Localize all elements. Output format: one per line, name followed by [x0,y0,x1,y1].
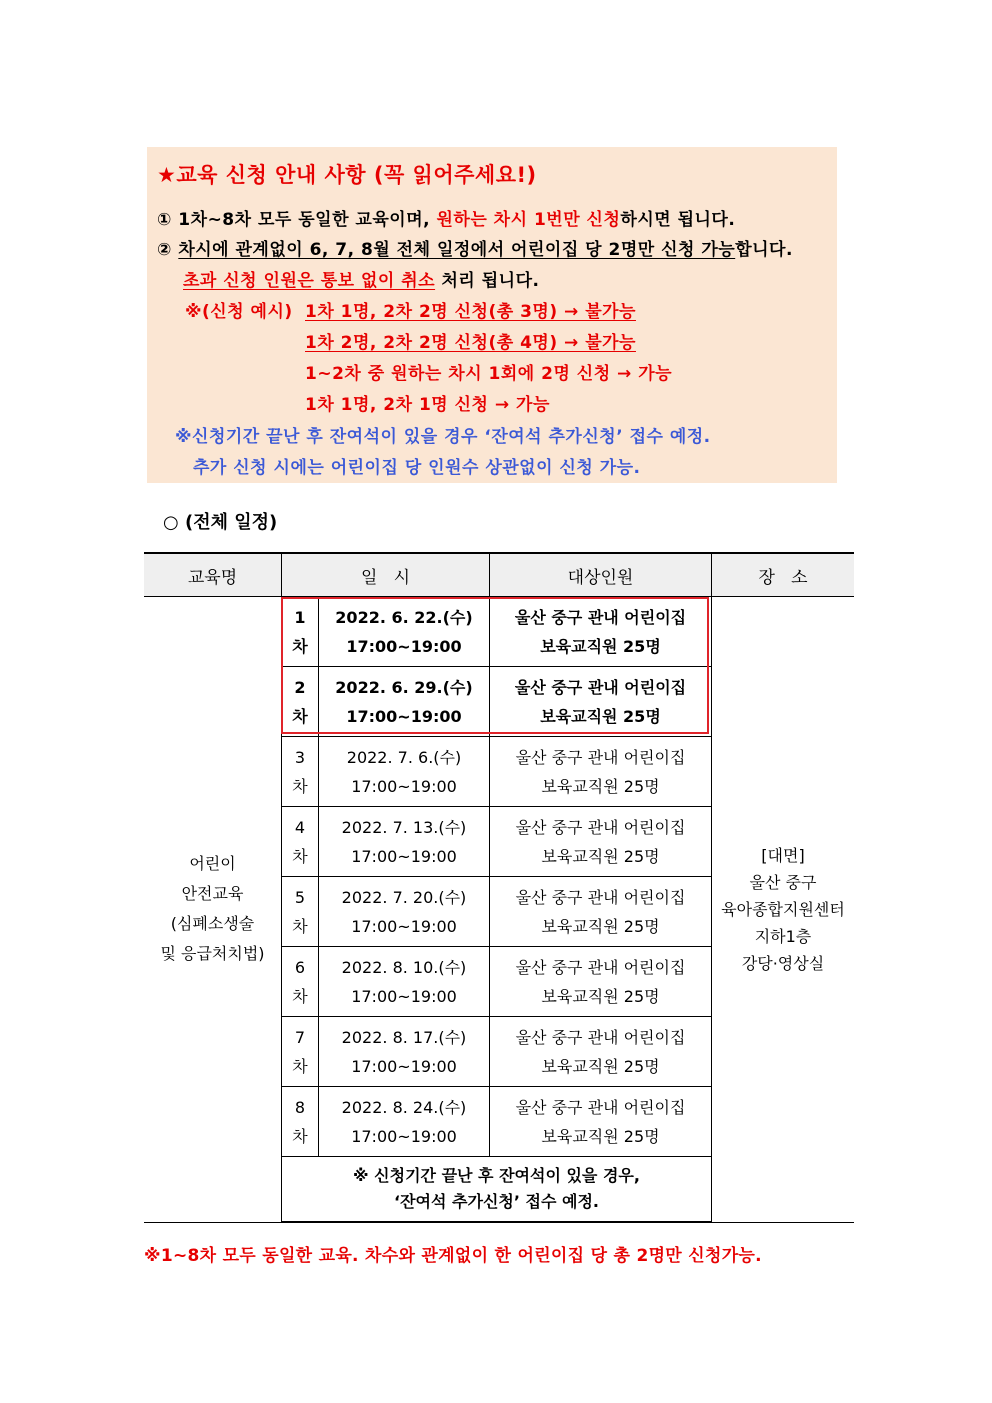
notice-line-3-a: 초과 신청 인원은 통보 없이 취소 [183,271,436,291]
place-line: 지하1층 [754,926,812,946]
session-number: 8 차 [282,1087,319,1157]
place-line: 울산 중구 [749,872,817,892]
example-3: 1~2차 중 원하는 차시 1회에 2명 신청 → 가능 [305,364,673,384]
place-line: [대면] [761,845,805,865]
example-1: 1차 1명, 2차 2명 신청(총 3명) → 불가능 [305,302,636,322]
session-target: 울산 중구 관내 어린이집 보육교직원 25명 [490,737,712,807]
course-name-line: 어린이 [189,854,236,874]
notice-box [147,147,837,483]
session-datetime: 2022. 7. 20.(수) 17:00~19:00 [319,877,490,947]
session-datetime: 2022. 7. 13.(수) 17:00~19:00 [319,807,490,877]
session-number: 7 차 [282,1017,319,1087]
session-datetime: 2022. 8. 24.(수) 17:00~19:00 [319,1087,490,1157]
course-name-line: 및 응급처치법) [160,944,265,964]
session-number: 5 차 [282,877,319,947]
example-2: 1차 2명, 2차 2명 신청(총 4명) → 불가능 [305,333,636,353]
session-datetime: 2022. 6. 22.(수) 17:00~19:00 [319,597,490,667]
place-cell [712,597,855,1223]
notice-line-1-b: 원하는 차시 1번만 신청 [436,210,621,230]
course-name-line: 안전교육 [181,884,244,904]
course-name-line: (심폐소생술 [170,914,255,934]
session-target: 울산 중구 관내 어린이집 보육교직원 25명 [490,667,712,737]
extra-note-2: 추가 신청 시에는 어린이집 당 인원수 상관없이 신청 가능. [193,458,641,478]
notice-line-1-a: ① 1차~8차 모두 동일한 교육이며, [157,210,437,230]
session-number: 2 차 [282,667,319,737]
header-course: 교육명 [144,553,282,597]
table-footnote-line-1: ※ 신청기간 끝난 후 잔여석이 있을 경우, [353,1166,640,1185]
notice-line-3 [183,266,539,291]
session-target: 울산 중구 관내 어린이집 보육교직원 25명 [490,1087,712,1157]
course-name-cell [144,597,282,1223]
notice-title: ★교육 신청 안내 사항 (꼭 읽어주세요!) [157,163,537,187]
header-place: 장 소 [712,553,855,597]
session-target: 울산 중구 관내 어린이집 보육교직원 25명 [490,877,712,947]
session-number: 6 차 [282,947,319,1017]
notice-line-1-c: 하시면 됩니다. [620,210,736,230]
example-label: ※(신청 예시) [185,302,293,322]
section-title: ○ (전체 일정) [163,512,278,533]
table-row [144,597,854,667]
session-number: 1 차 [282,597,319,667]
place-line: 강당·영상실 [741,953,825,973]
extra-note-1: ※신청기간 끝난 후 잔여석이 있을 경우 ‘잔여석 추가신청’ 접수 예정. [175,427,711,447]
notice-line-3-b: 처리 됩니다. [435,271,540,291]
notice-line-2-c: 합니다. [735,240,793,260]
session-target: 울산 중구 관내 어린이집 보육교직원 25명 [490,1017,712,1087]
header-target: 대상인원 [490,553,712,597]
example-4: 1차 1명, 2차 1명 신청 → 가능 [305,395,550,415]
session-datetime: 2022. 8. 17.(수) 17:00~19:00 [319,1017,490,1087]
notice-line-1 [157,205,735,230]
notice-line-2-a: ② [157,240,179,260]
session-target: 울산 중구 관내 어린이집 보육교직원 25명 [490,947,712,1017]
bottom-note: ※1~8차 모두 동일한 교육. 차수와 관계없이 한 어린이집 당 총 2명만 신청가능. [144,1246,762,1266]
session-number: 4 차 [282,807,319,877]
header-datetime: 일 시 [282,553,490,597]
table-header-row [144,553,854,597]
place-line: 육아종합지원센터 [721,899,845,919]
schedule-table [144,552,854,1223]
session-number: 3 차 [282,737,319,807]
notice-line-2-b: 차시에 관계없이 6, 7, 8월 전체 일정에서 어린이집 당 2명만 신청 가능 [178,240,736,260]
session-datetime: 2022. 8. 10.(수) 17:00~19:00 [319,947,490,1017]
session-target: 울산 중구 관내 어린이집 보육교직원 25명 [490,807,712,877]
session-target: 울산 중구 관내 어린이집 보육교직원 25명 [490,597,712,667]
session-datetime: 2022. 7. 6.(수) 17:00~19:00 [319,737,490,807]
notice-line-2 [157,235,793,260]
table-footnote-line-2: ‘잔여석 추가신청’ 접수 예정. [394,1192,599,1211]
session-datetime: 2022. 6. 29.(수) 17:00~19:00 [319,667,490,737]
table-footnote [282,1157,712,1223]
